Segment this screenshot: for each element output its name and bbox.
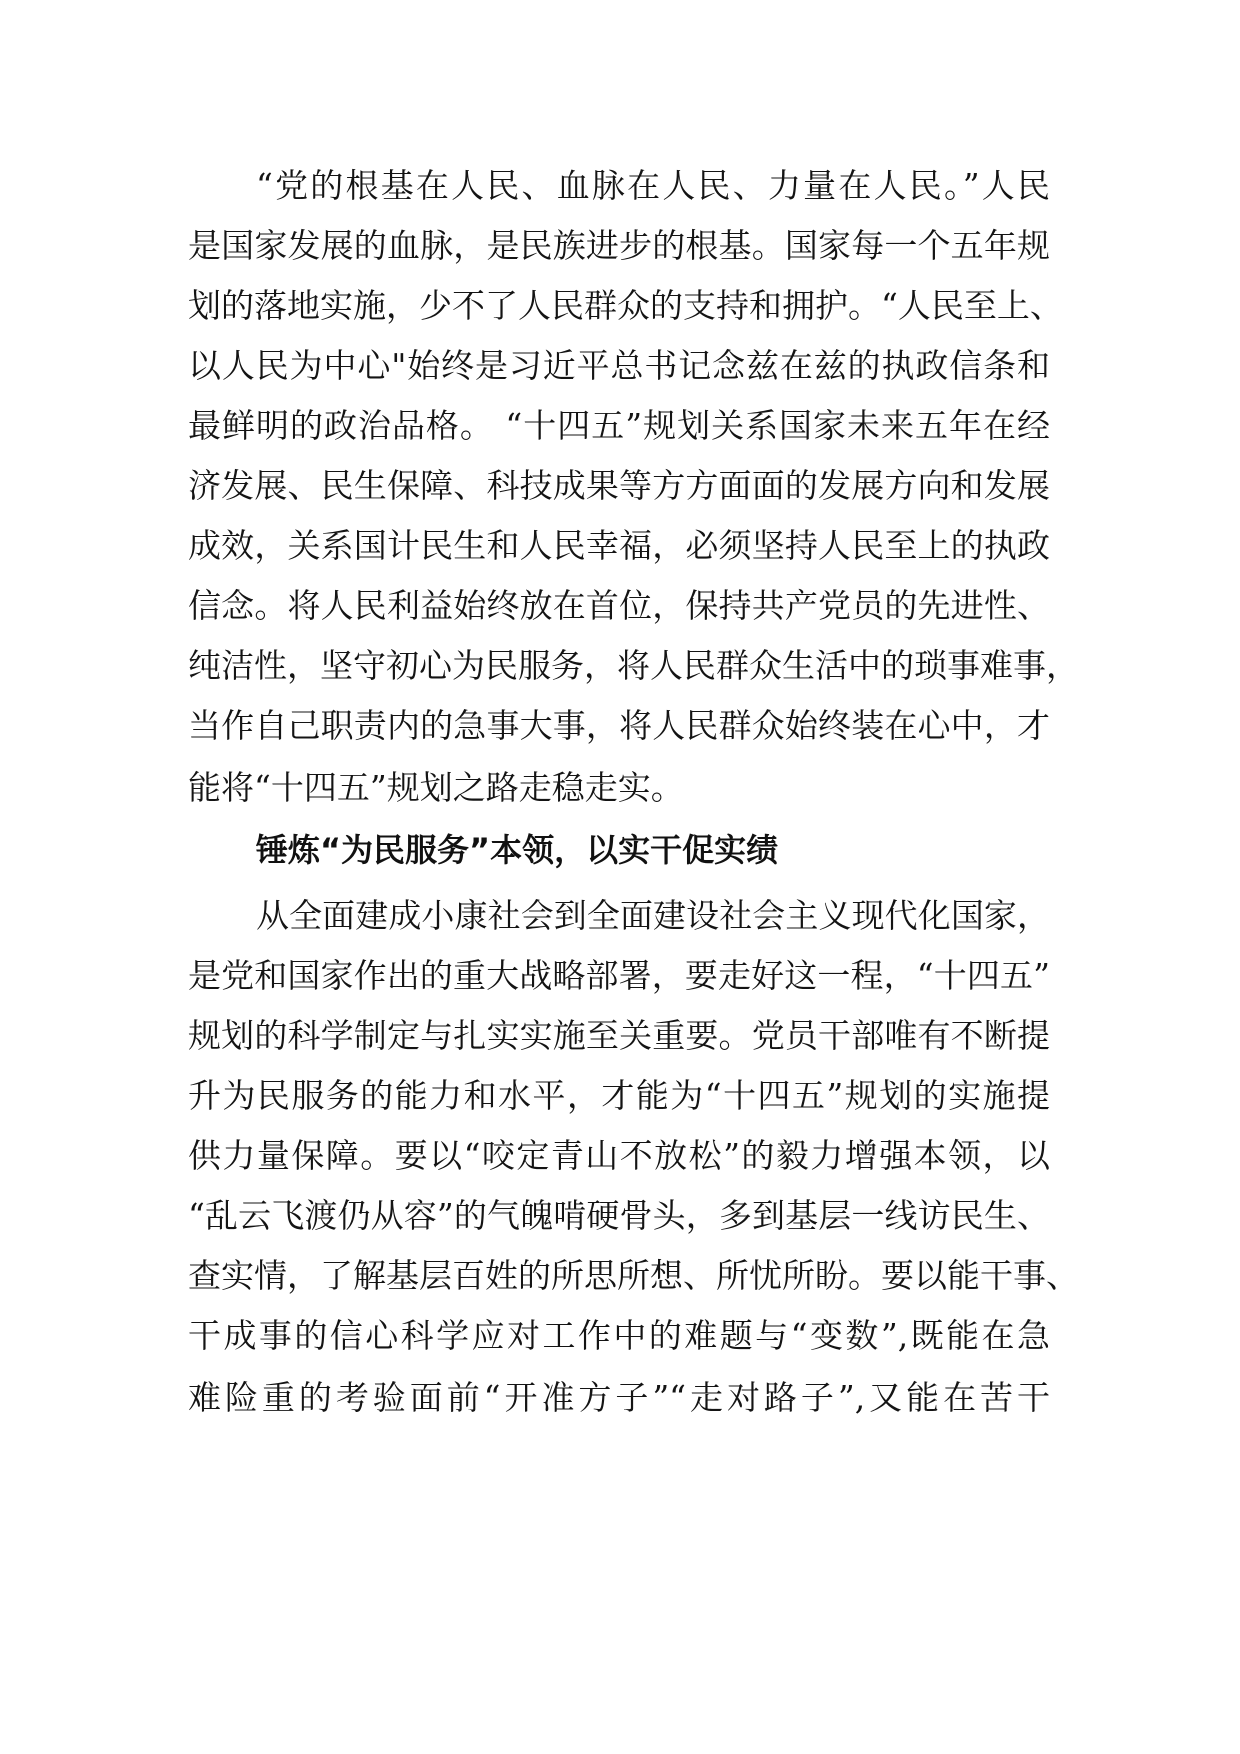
paragraph-1-line-5: 最鲜明的政治品格。 “十四五”规划关系国家未来五年在经 (188, 406, 1050, 445)
paragraph-1-line-11: 能将“十四五”规划之路走稳走实。 (188, 768, 684, 807)
paragraph-1-line-3: 划的落地实施，少不了人民群众的支持和拥护。“人民至上、 (188, 286, 1063, 325)
paragraph-2-line-4: 升为民服务的能力和水平，才能为“十四五”规划的实施提 (188, 1076, 1050, 1115)
paragraph-1-line-1: “党的根基在人民、血脉在人民、力量在人民。”人民 (256, 166, 1050, 205)
paragraph-1-line-9: 纯洁性，坚守初心为民服务，将人民群众生活中的琐事难事， (188, 646, 1079, 685)
paragraph-2-line-9: 难险重的考验面前“开准方子”“走对路子”,又能在苦干 (188, 1378, 1050, 1417)
paragraph-1-line-4: 以人民为中心"始终是习近平总书记念兹在兹的执政信条和 (188, 346, 1050, 385)
paragraph-2-line-6: “乱云飞渡仍从容”的气魄啃硬骨头，多到基层一线访民生、 (188, 1196, 1050, 1235)
paragraph-2-line-2: 是党和国家作出的重大战略部署，要走好这一程，“十四五” (188, 956, 1050, 995)
paragraph-1-line-6: 济发展、民生保障、科技成果等方方面面的发展方向和发展 (188, 466, 1050, 505)
paragraph-2-line-8: 干成事的信心科学应对工作中的难题与“变数”,既能在急 (188, 1316, 1050, 1355)
paragraph-2-line-5: 供力量保障。要以“咬定青山不放松”的毅力增强本领，以 (188, 1136, 1050, 1175)
paragraph-1-line-2: 是国家发展的血脉，是民族进步的根基。国家每一个五年规 (188, 226, 1050, 265)
paragraph-2-line-1: 从全面建成小康社会到全面建设社会主义现代化国家， (256, 896, 1050, 935)
paragraph-1-line-8: 信念。将人民利益始终放在首位，保持共产党员的先进性、 (188, 586, 1050, 625)
paragraph-2-line-3: 规划的科学制定与扎实实施至关重要。党员干部唯有不断提 (188, 1016, 1050, 1055)
paragraph-1-line-10: 当作自己职责内的急事大事，将人民群众始终装在心中，才 (188, 706, 1050, 745)
paragraph-1-line-7: 成效，关系国计民生和人民幸福，必须坚持人民至上的执政 (188, 526, 1050, 565)
paragraph-2-line-7: 查实情，了解基层百姓的所思所想、所忧所盼。要以能干事、 (188, 1256, 1079, 1295)
section-heading: 锤炼“为民服务”本领，以实干促实绩 (256, 831, 779, 869)
